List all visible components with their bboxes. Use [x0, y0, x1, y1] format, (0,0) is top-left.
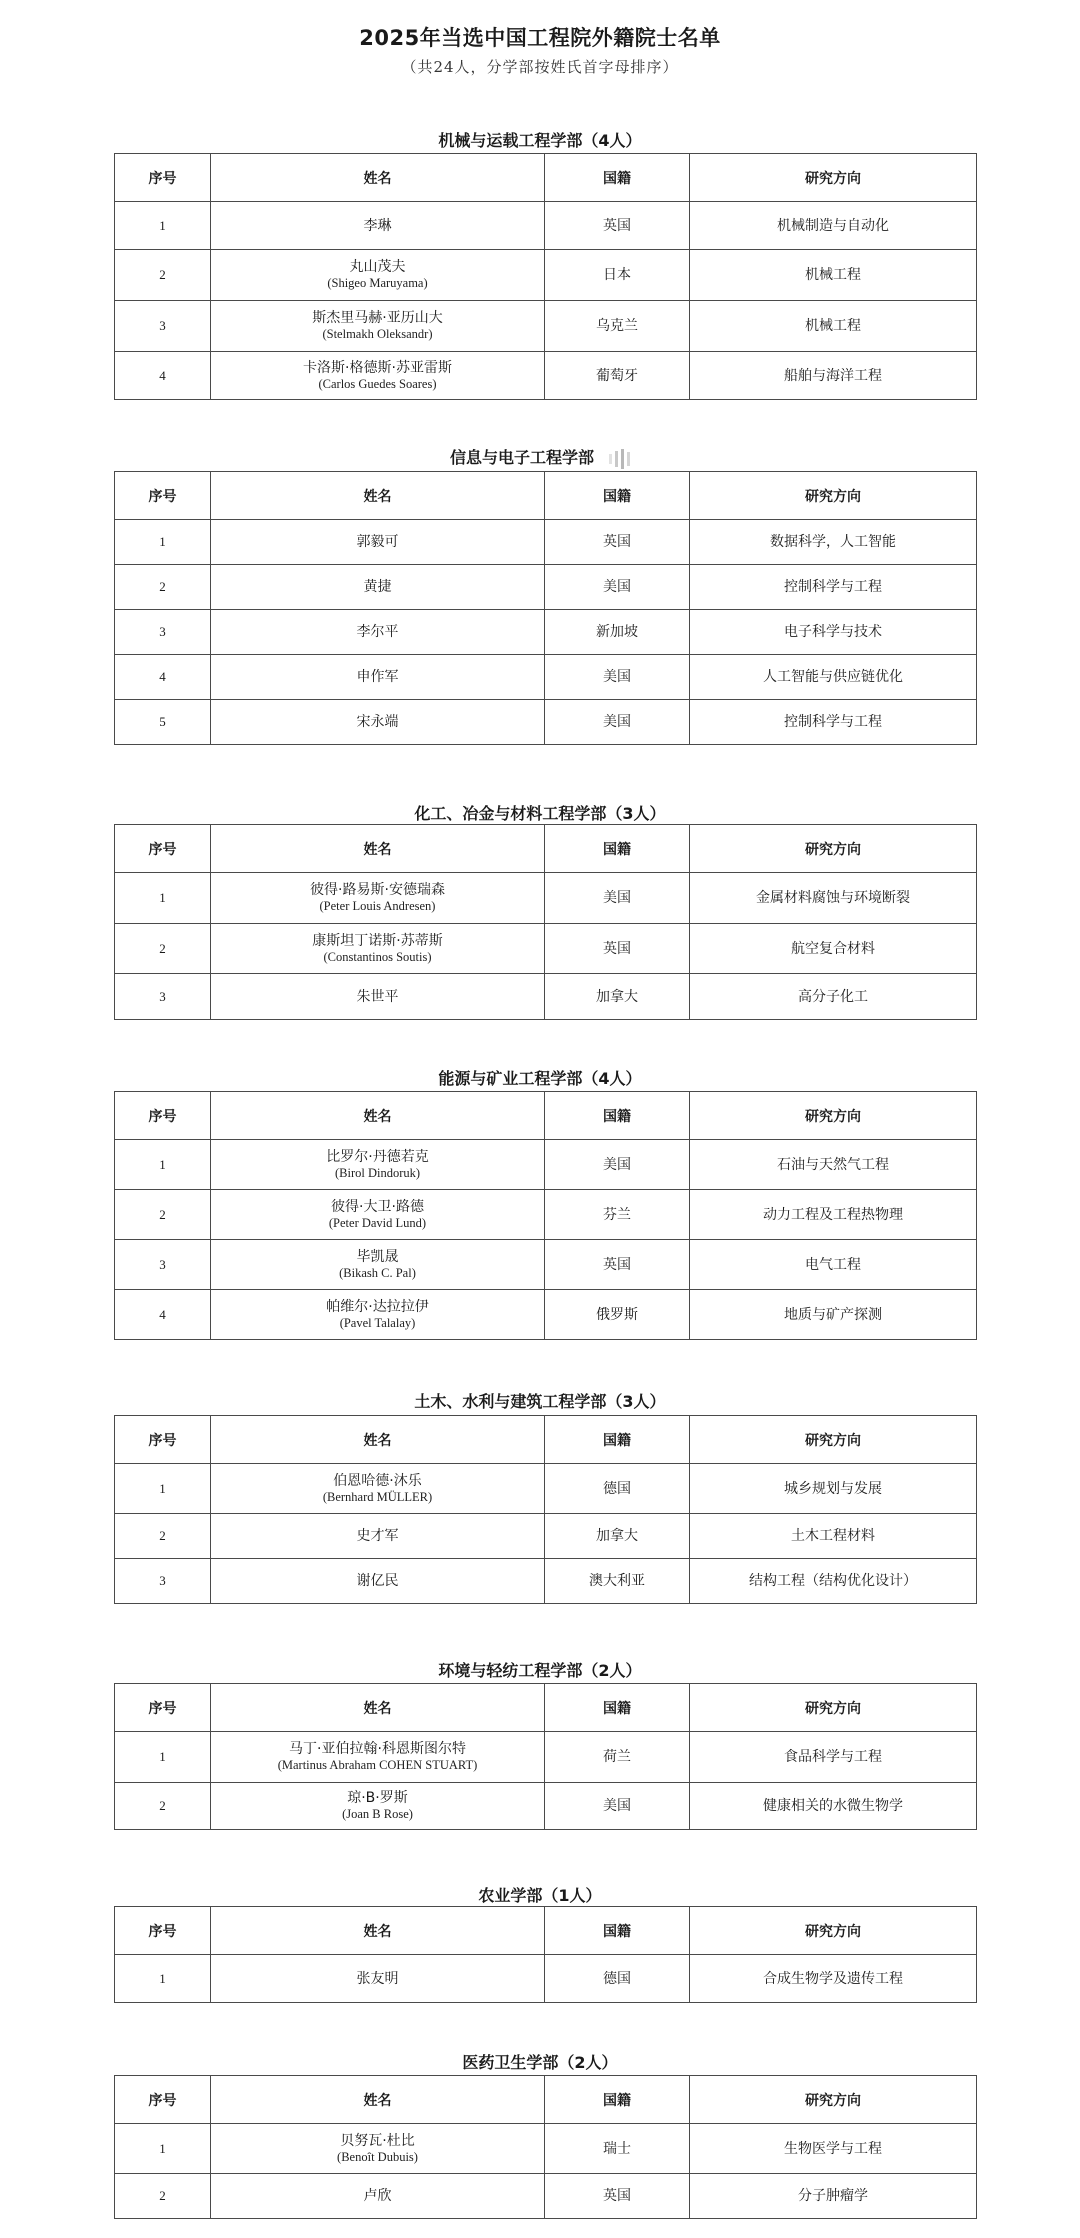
- chinese-name: 卡洛斯·格德斯·苏亚雷斯: [303, 359, 452, 376]
- name-cell: [211, 1464, 545, 1514]
- field-cell: 分子肿瘤学: [690, 2174, 977, 2219]
- table-row: [115, 1240, 977, 1290]
- section-heading: [0, 445, 1080, 469]
- field-cell: 机械工程: [690, 301, 977, 352]
- header-field: 研究方向: [690, 2076, 977, 2124]
- country-cell: 瑞士: [545, 2124, 690, 2174]
- table-row: [115, 700, 977, 745]
- country-cell: 英国: [545, 1240, 690, 1290]
- chinese-name: 毕凯晟: [356, 1248, 399, 1265]
- table-row: [115, 1783, 977, 1830]
- field-cell: 控制科学与工程: [690, 565, 977, 610]
- table-row: [115, 1140, 977, 1190]
- name-cell: [211, 352, 545, 400]
- table-row: [115, 655, 977, 700]
- country-cell: 英国: [545, 2174, 690, 2219]
- name-cell: [211, 250, 545, 301]
- chinese-name: 马丁·亚伯拉翰·科恩斯图尔特: [289, 1741, 466, 1757]
- field-cell: 结构工程（结构优化设计）: [690, 1559, 977, 1604]
- name-cell: [211, 1240, 545, 1290]
- chinese-name: 丸山茂夫: [349, 259, 406, 275]
- header-country: 国籍: [545, 1907, 690, 1955]
- table-row: [115, 1190, 977, 1240]
- country-cell: 芬兰: [545, 1190, 690, 1240]
- table-header-row: [115, 1092, 977, 1140]
- country-cell: 英国: [545, 202, 690, 250]
- country-cell: 英国: [545, 520, 690, 565]
- row-number: 2: [115, 924, 211, 974]
- name-cell: [211, 1955, 545, 2003]
- country-cell: 俄罗斯: [545, 1290, 690, 1340]
- table-header-row: [115, 154, 977, 202]
- field-cell: 船舶与海洋工程: [690, 352, 977, 400]
- row-number: 2: [115, 250, 211, 301]
- country-cell: 美国: [545, 700, 690, 745]
- row-number: 1: [115, 873, 211, 924]
- chinese-name: 彼得·大卫·路德: [331, 1198, 424, 1215]
- chinese-name: 黄捷: [363, 579, 392, 595]
- table-row: [115, 873, 977, 924]
- row-number: 1: [115, 202, 211, 250]
- header-name: 姓名: [211, 825, 545, 873]
- row-number: 1: [115, 1140, 211, 1190]
- page-title: 2025年当选中国工程院外籍院士名单: [359, 26, 721, 50]
- country-cell: 美国: [545, 655, 690, 700]
- header-field: 研究方向: [690, 1907, 977, 1955]
- row-number: 4: [115, 1290, 211, 1340]
- section-heading-text: 农业学部（1人）: [478, 1886, 602, 1905]
- field-cell: 人工智能与供应链优化: [690, 655, 977, 700]
- english-name: (Bernhard MÜLLER): [322, 1489, 433, 1504]
- row-number: 1: [115, 1732, 211, 1783]
- section-table: [114, 1091, 977, 1340]
- name-cell: [211, 873, 545, 924]
- row-number: 4: [115, 352, 211, 400]
- header-name: 姓名: [211, 1684, 545, 1732]
- header-country: 国籍: [545, 154, 690, 202]
- header-no: 序号: [115, 472, 211, 520]
- country-cell: 新加坡: [545, 610, 690, 655]
- english-name: (Stelmakh Oleksandr): [322, 327, 433, 341]
- field-cell: 电气工程: [690, 1240, 977, 1290]
- header-country: 国籍: [545, 1684, 690, 1732]
- section-heading-text: 土木、水利与建筑工程学部（3人）: [414, 1392, 666, 1411]
- header-no: 序号: [115, 1907, 211, 1955]
- table-row: [115, 250, 977, 301]
- name-cell: [211, 1559, 545, 1604]
- table-header-row: [115, 2076, 977, 2124]
- section-heading-text: 医药卫生学部（2人）: [462, 2053, 618, 2072]
- table-row: [115, 1290, 977, 1340]
- field-cell: 动力工程及工程热物理: [690, 1190, 977, 1240]
- name-cell: [211, 655, 545, 700]
- name-cell: [211, 1732, 545, 1783]
- name-cell: [211, 1514, 545, 1559]
- chinese-name: 琼·B·罗斯: [347, 1790, 408, 1806]
- header-field: 研究方向: [690, 472, 977, 520]
- header-no: 序号: [115, 154, 211, 202]
- row-number: 2: [115, 1783, 211, 1830]
- row-number: 2: [115, 565, 211, 610]
- row-number: 4: [115, 655, 211, 700]
- english-name: (Bikash C. Pal): [339, 1265, 416, 1280]
- chinese-name: 申作军: [356, 669, 399, 685]
- header-country: 国籍: [545, 2076, 690, 2124]
- field-cell: 地质与矿产探测: [690, 1290, 977, 1340]
- header-field: 研究方向: [690, 1684, 977, 1732]
- field-cell: 电子科学与技术: [690, 610, 977, 655]
- header-name: 姓名: [211, 472, 545, 520]
- section-table: [114, 1906, 977, 2003]
- english-name: (Martinus Abraham COHEN STUART): [277, 1758, 478, 1772]
- field-cell: 控制科学与工程: [690, 700, 977, 745]
- field-cell: 金属材料腐蚀与环境断裂: [690, 873, 977, 924]
- row-number: 1: [115, 1464, 211, 1514]
- section-table: [114, 1415, 977, 1604]
- name-cell: [211, 974, 545, 1020]
- section-table: [114, 153, 977, 400]
- english-name: (Benoît Dubuis): [337, 2149, 418, 2164]
- row-number: 2: [115, 1514, 211, 1559]
- section-heading: [0, 128, 1080, 151]
- field-cell: 合成生物学及遗传工程: [690, 1955, 977, 2003]
- field-cell: 石油与天然气工程: [690, 1140, 977, 1190]
- name-cell: [211, 301, 545, 352]
- table-header-row: [115, 1684, 977, 1732]
- country-cell: 澳大利亚: [545, 1559, 690, 1604]
- chinese-name: 贝努瓦·杜比: [340, 2132, 415, 2149]
- name-cell: [211, 700, 545, 745]
- country-cell: 德国: [545, 1955, 690, 2003]
- section-heading: [0, 2050, 1080, 2073]
- field-cell: 高分子化工: [690, 974, 977, 1020]
- chinese-name: 斯杰里马赫·亚历山大: [312, 310, 443, 326]
- chinese-name: 谢亿民: [356, 1573, 399, 1589]
- english-name: (Constantinos Soutis): [323, 949, 432, 964]
- header-field: 研究方向: [690, 154, 977, 202]
- table-row: [115, 1464, 977, 1514]
- field-cell: 生物医学与工程: [690, 2124, 977, 2174]
- field-cell: 航空复合材料: [690, 924, 977, 974]
- chinese-name: 张友明: [356, 1970, 399, 1987]
- row-number: 5: [115, 700, 211, 745]
- country-cell: 英国: [545, 924, 690, 974]
- table-row: [115, 2124, 977, 2174]
- chinese-name: 郭毅可: [356, 534, 399, 550]
- table-row: [115, 1514, 977, 1559]
- row-number: 3: [115, 610, 211, 655]
- chinese-name: 卢欣: [363, 2188, 392, 2204]
- name-cell: [211, 1190, 545, 1240]
- header-field: 研究方向: [690, 1416, 977, 1464]
- header-field: 研究方向: [690, 825, 977, 873]
- row-number: 1: [115, 520, 211, 565]
- table-header-row: [115, 472, 977, 520]
- country-cell: 加拿大: [545, 974, 690, 1020]
- country-cell: 美国: [545, 1783, 690, 1830]
- country-cell: 美国: [545, 873, 690, 924]
- header-no: 序号: [115, 825, 211, 873]
- english-name: (Peter David Lund): [328, 1215, 427, 1230]
- row-number: 3: [115, 1559, 211, 1604]
- name-cell: [211, 565, 545, 610]
- row-number: 1: [115, 2124, 211, 2174]
- section-heading: [0, 801, 1080, 824]
- section-heading-text: 环境与轻纺工程学部（2人）: [438, 1661, 642, 1680]
- field-cell: 机械制造与自动化: [690, 202, 977, 250]
- page-subtitle: （共24人，分学部按姓氏首字母排序）: [401, 58, 679, 76]
- header-country: 国籍: [545, 1092, 690, 1140]
- chinese-name: 史才军: [356, 1528, 399, 1544]
- field-cell: 食品科学与工程: [690, 1732, 977, 1783]
- section-heading-text: 能源与矿业工程学部（4人）: [438, 1069, 642, 1088]
- name-cell: [211, 202, 545, 250]
- english-name: (Joan B Rose): [342, 1807, 413, 1821]
- row-number: 1: [115, 1955, 211, 2003]
- chinese-name: 宋永端: [356, 714, 399, 730]
- header-no: 序号: [115, 1684, 211, 1732]
- section-heading-text: 信息与电子工程学部: [449, 448, 594, 467]
- table-row: [115, 974, 977, 1020]
- english-name: (Birol Dindoruk): [334, 1165, 421, 1180]
- country-cell: 美国: [545, 565, 690, 610]
- table-row: [115, 1732, 977, 1783]
- row-number: 3: [115, 301, 211, 352]
- table-header-row: [115, 1416, 977, 1464]
- header-country: 国籍: [545, 825, 690, 873]
- header-country: 国籍: [545, 1416, 690, 1464]
- field-cell: 健康相关的水微生物学: [690, 1783, 977, 1830]
- field-cell: 数据科学，人工智能: [690, 520, 977, 565]
- country-cell: 乌克兰: [545, 301, 690, 352]
- country-cell: 葡萄牙: [545, 352, 690, 400]
- chinese-name: 彼得·路易斯·安德瑞森: [310, 882, 445, 898]
- section-heading: [0, 1066, 1080, 1089]
- section-heading: [0, 1883, 1080, 1906]
- name-cell: [211, 2124, 545, 2174]
- chinese-name: 伯恩哈德·沐乐: [333, 1472, 422, 1489]
- header-no: 序号: [115, 1092, 211, 1140]
- header-country: 国籍: [545, 472, 690, 520]
- chinese-name: 帕维尔·达拉拉伊: [326, 1298, 429, 1315]
- english-name: (Carlos Guedes Soares): [318, 376, 437, 391]
- name-cell: [211, 610, 545, 655]
- country-cell: 加拿大: [545, 1514, 690, 1559]
- row-number: 2: [115, 2174, 211, 2219]
- header-name: 姓名: [211, 154, 545, 202]
- country-cell: 荷兰: [545, 1732, 690, 1783]
- header-name: 姓名: [211, 1416, 545, 1464]
- country-cell: 日本: [545, 250, 690, 301]
- loading-bars-icon: [606, 448, 630, 469]
- field-cell: 机械工程: [690, 250, 977, 301]
- section-table: [114, 2075, 977, 2219]
- row-number: 2: [115, 1190, 211, 1240]
- chinese-name: 李琳: [363, 217, 392, 234]
- row-number: 3: [115, 1240, 211, 1290]
- chinese-name: 朱世平: [356, 988, 399, 1005]
- table-header-row: [115, 1907, 977, 1955]
- row-number: 3: [115, 974, 211, 1020]
- chinese-name: 康斯坦丁诺斯·苏蒂斯: [312, 932, 443, 949]
- table-row: [115, 301, 977, 352]
- table-row: [115, 520, 977, 565]
- table-row: [115, 1559, 977, 1604]
- table-header-row: [115, 825, 977, 873]
- section-heading: [0, 1658, 1080, 1681]
- header-no: 序号: [115, 1416, 211, 1464]
- english-name: (Peter Louis Andresen): [319, 899, 436, 913]
- table-row: [115, 924, 977, 974]
- header-name: 姓名: [211, 1907, 545, 1955]
- section-table: [114, 824, 977, 1020]
- section-heading-text: 机械与运载工程学部（4人）: [438, 131, 642, 150]
- name-cell: [211, 1140, 545, 1190]
- table-row: [115, 2174, 977, 2219]
- table-row: [115, 1955, 977, 2003]
- name-cell: [211, 520, 545, 565]
- section-table: [114, 471, 977, 745]
- header-name: 姓名: [211, 2076, 545, 2124]
- country-cell: 美国: [545, 1140, 690, 1190]
- name-cell: [211, 1783, 545, 1830]
- section-heading: [0, 1389, 1080, 1412]
- table-row: [115, 610, 977, 655]
- name-cell: [211, 2174, 545, 2219]
- chinese-name: 比罗尔·丹德若克: [326, 1148, 429, 1165]
- name-cell: [211, 924, 545, 974]
- field-cell: 土木工程材料: [690, 1514, 977, 1559]
- header-no: 序号: [115, 2076, 211, 2124]
- table-row: [115, 202, 977, 250]
- section-table: [114, 1683, 977, 1830]
- chinese-name: 李尔平: [356, 624, 399, 640]
- english-name: (Pavel Talalay): [339, 1315, 416, 1330]
- section-heading-text: 化工、冶金与材料工程学部（3人）: [414, 804, 666, 823]
- field-cell: 城乡规划与发展: [690, 1464, 977, 1514]
- header-name: 姓名: [211, 1092, 545, 1140]
- table-row: [115, 352, 977, 400]
- name-cell: [211, 1290, 545, 1340]
- english-name: (Shigeo Maruyama): [327, 276, 428, 290]
- table-row: [115, 565, 977, 610]
- header-field: 研究方向: [690, 1092, 977, 1140]
- country-cell: 德国: [545, 1464, 690, 1514]
